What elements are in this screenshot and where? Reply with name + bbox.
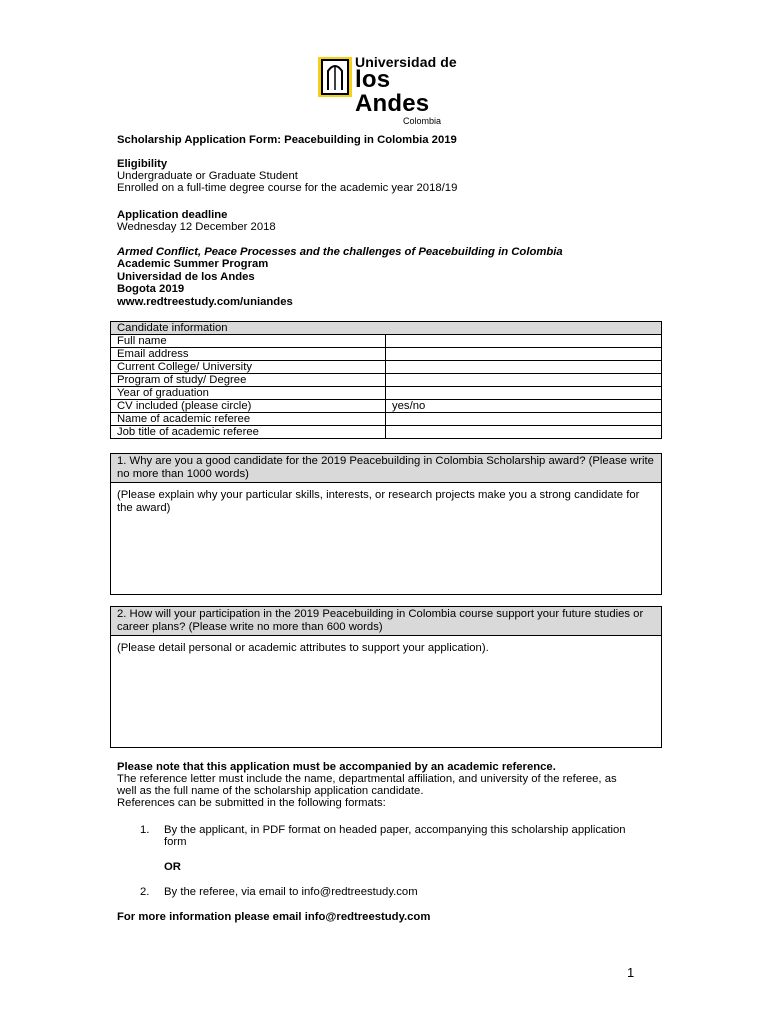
row-label-full-name: Full name bbox=[111, 335, 386, 348]
program-url: www.redtreestudy.com/uniandes bbox=[117, 296, 293, 308]
table-row bbox=[111, 426, 662, 439]
program-field[interactable] bbox=[386, 374, 662, 387]
note-bold: Please note that this application must be accompanied by an academic reference. bbox=[117, 761, 556, 773]
candidate-header: Candidate information bbox=[111, 322, 662, 335]
row-label-referee-name: Name of academic referee bbox=[111, 413, 386, 426]
row-label-cv: CV included (please circle) bbox=[111, 400, 386, 413]
question-1-box bbox=[110, 453, 662, 595]
eligibility-line-1: Undergraduate or Graduate Student bbox=[117, 170, 298, 182]
deadline-heading: Application deadline bbox=[117, 209, 228, 221]
question-1-text: 1. Why are you a good candidate for the 2019 Peacebuilding in Colombia Scholarship award? (Please write no more than 1000 words) bbox=[111, 454, 661, 483]
university-field[interactable] bbox=[386, 361, 662, 374]
eligibility-heading: Eligibility bbox=[117, 158, 168, 170]
question-2-answer-area[interactable] bbox=[111, 636, 661, 655]
question-1-answer-area[interactable] bbox=[111, 483, 661, 515]
row-label-email: Email address bbox=[111, 348, 386, 361]
graduation-year-field[interactable] bbox=[386, 387, 662, 400]
candidate-info-table bbox=[110, 321, 662, 439]
question-1-hint: (Please explain why your particular skills, interests, or research projects make you a strong candidate for the award) bbox=[117, 489, 640, 514]
program-line-4: Bogota 2019 bbox=[117, 283, 185, 295]
form-title: Scholarship Application Form: Peacebuilding in Colombia 2019 bbox=[117, 134, 457, 146]
program-line-2: Academic Summer Program bbox=[117, 258, 269, 270]
table-row bbox=[111, 361, 662, 374]
logo-line-3: Colombia bbox=[403, 116, 442, 126]
or-separator: OR bbox=[164, 861, 181, 873]
email-field[interactable] bbox=[386, 348, 662, 361]
page-number: 1 bbox=[627, 965, 635, 980]
table-row bbox=[111, 374, 662, 387]
note-line-2: well as the full name of the scholarship application candidate. bbox=[117, 785, 424, 797]
list-item-1-line-1: By the applicant, in PDF format on headed paper, accompanying this scholarship application bbox=[164, 824, 626, 836]
footer-info: For more information please email info@redtreestudy.com bbox=[117, 911, 431, 923]
row-label-graduation: Year of graduation bbox=[111, 387, 386, 400]
table-row bbox=[111, 400, 662, 413]
note-line-3: References can be submitted in the following formats: bbox=[117, 797, 386, 809]
question-2-text: 2. How will your participation in the 2019 Peacebuilding in Colombia course support your future studies or career plans? (Please write no more than 600 words) bbox=[111, 607, 661, 636]
list-item-2-text: By the referee, via email to info@redtreestudy.com bbox=[164, 886, 418, 898]
row-label-program: Program of study/ Degree bbox=[111, 374, 386, 387]
list-item-1-line-2: form bbox=[164, 836, 187, 848]
program-title: Armed Conflict, Peace Processes and the challenges of Peacebuilding in Colombia bbox=[117, 246, 563, 258]
los-andes-logo-icon bbox=[318, 57, 352, 97]
referee-name-field[interactable] bbox=[386, 413, 662, 426]
question-2-box bbox=[110, 606, 662, 748]
full-name-field[interactable] bbox=[386, 335, 662, 348]
program-line-3: Universidad de los Andes bbox=[117, 271, 255, 283]
university-logo bbox=[318, 54, 458, 126]
candidate-header-row bbox=[111, 322, 662, 335]
logo-line-2: los Andes bbox=[355, 66, 430, 117]
cv-included-field[interactable]: yes/no bbox=[386, 400, 662, 413]
list-item-2-number: 2. bbox=[140, 886, 150, 898]
table-row bbox=[111, 387, 662, 400]
list-item-1-number: 1. bbox=[140, 824, 150, 836]
logo-line-1: Universidad de bbox=[355, 54, 457, 70]
table-row bbox=[111, 413, 662, 426]
table-row bbox=[111, 335, 662, 348]
eligibility-line-2: Enrolled on a full-time degree course for the academic year 2018/19 bbox=[117, 182, 458, 194]
row-label-university: Current College/ University bbox=[111, 361, 386, 374]
table-row bbox=[111, 348, 662, 361]
note-line-1: The reference letter must include the name, departmental affiliation, and university of the referee, as bbox=[117, 773, 617, 785]
row-label-referee-title: Job title of academic referee bbox=[111, 426, 386, 439]
deadline-date: Wednesday 12 December 2018 bbox=[117, 221, 276, 233]
question-2-hint: (Please detail personal or academic attributes to support your application). bbox=[117, 642, 489, 654]
referee-title-field[interactable] bbox=[386, 426, 662, 439]
